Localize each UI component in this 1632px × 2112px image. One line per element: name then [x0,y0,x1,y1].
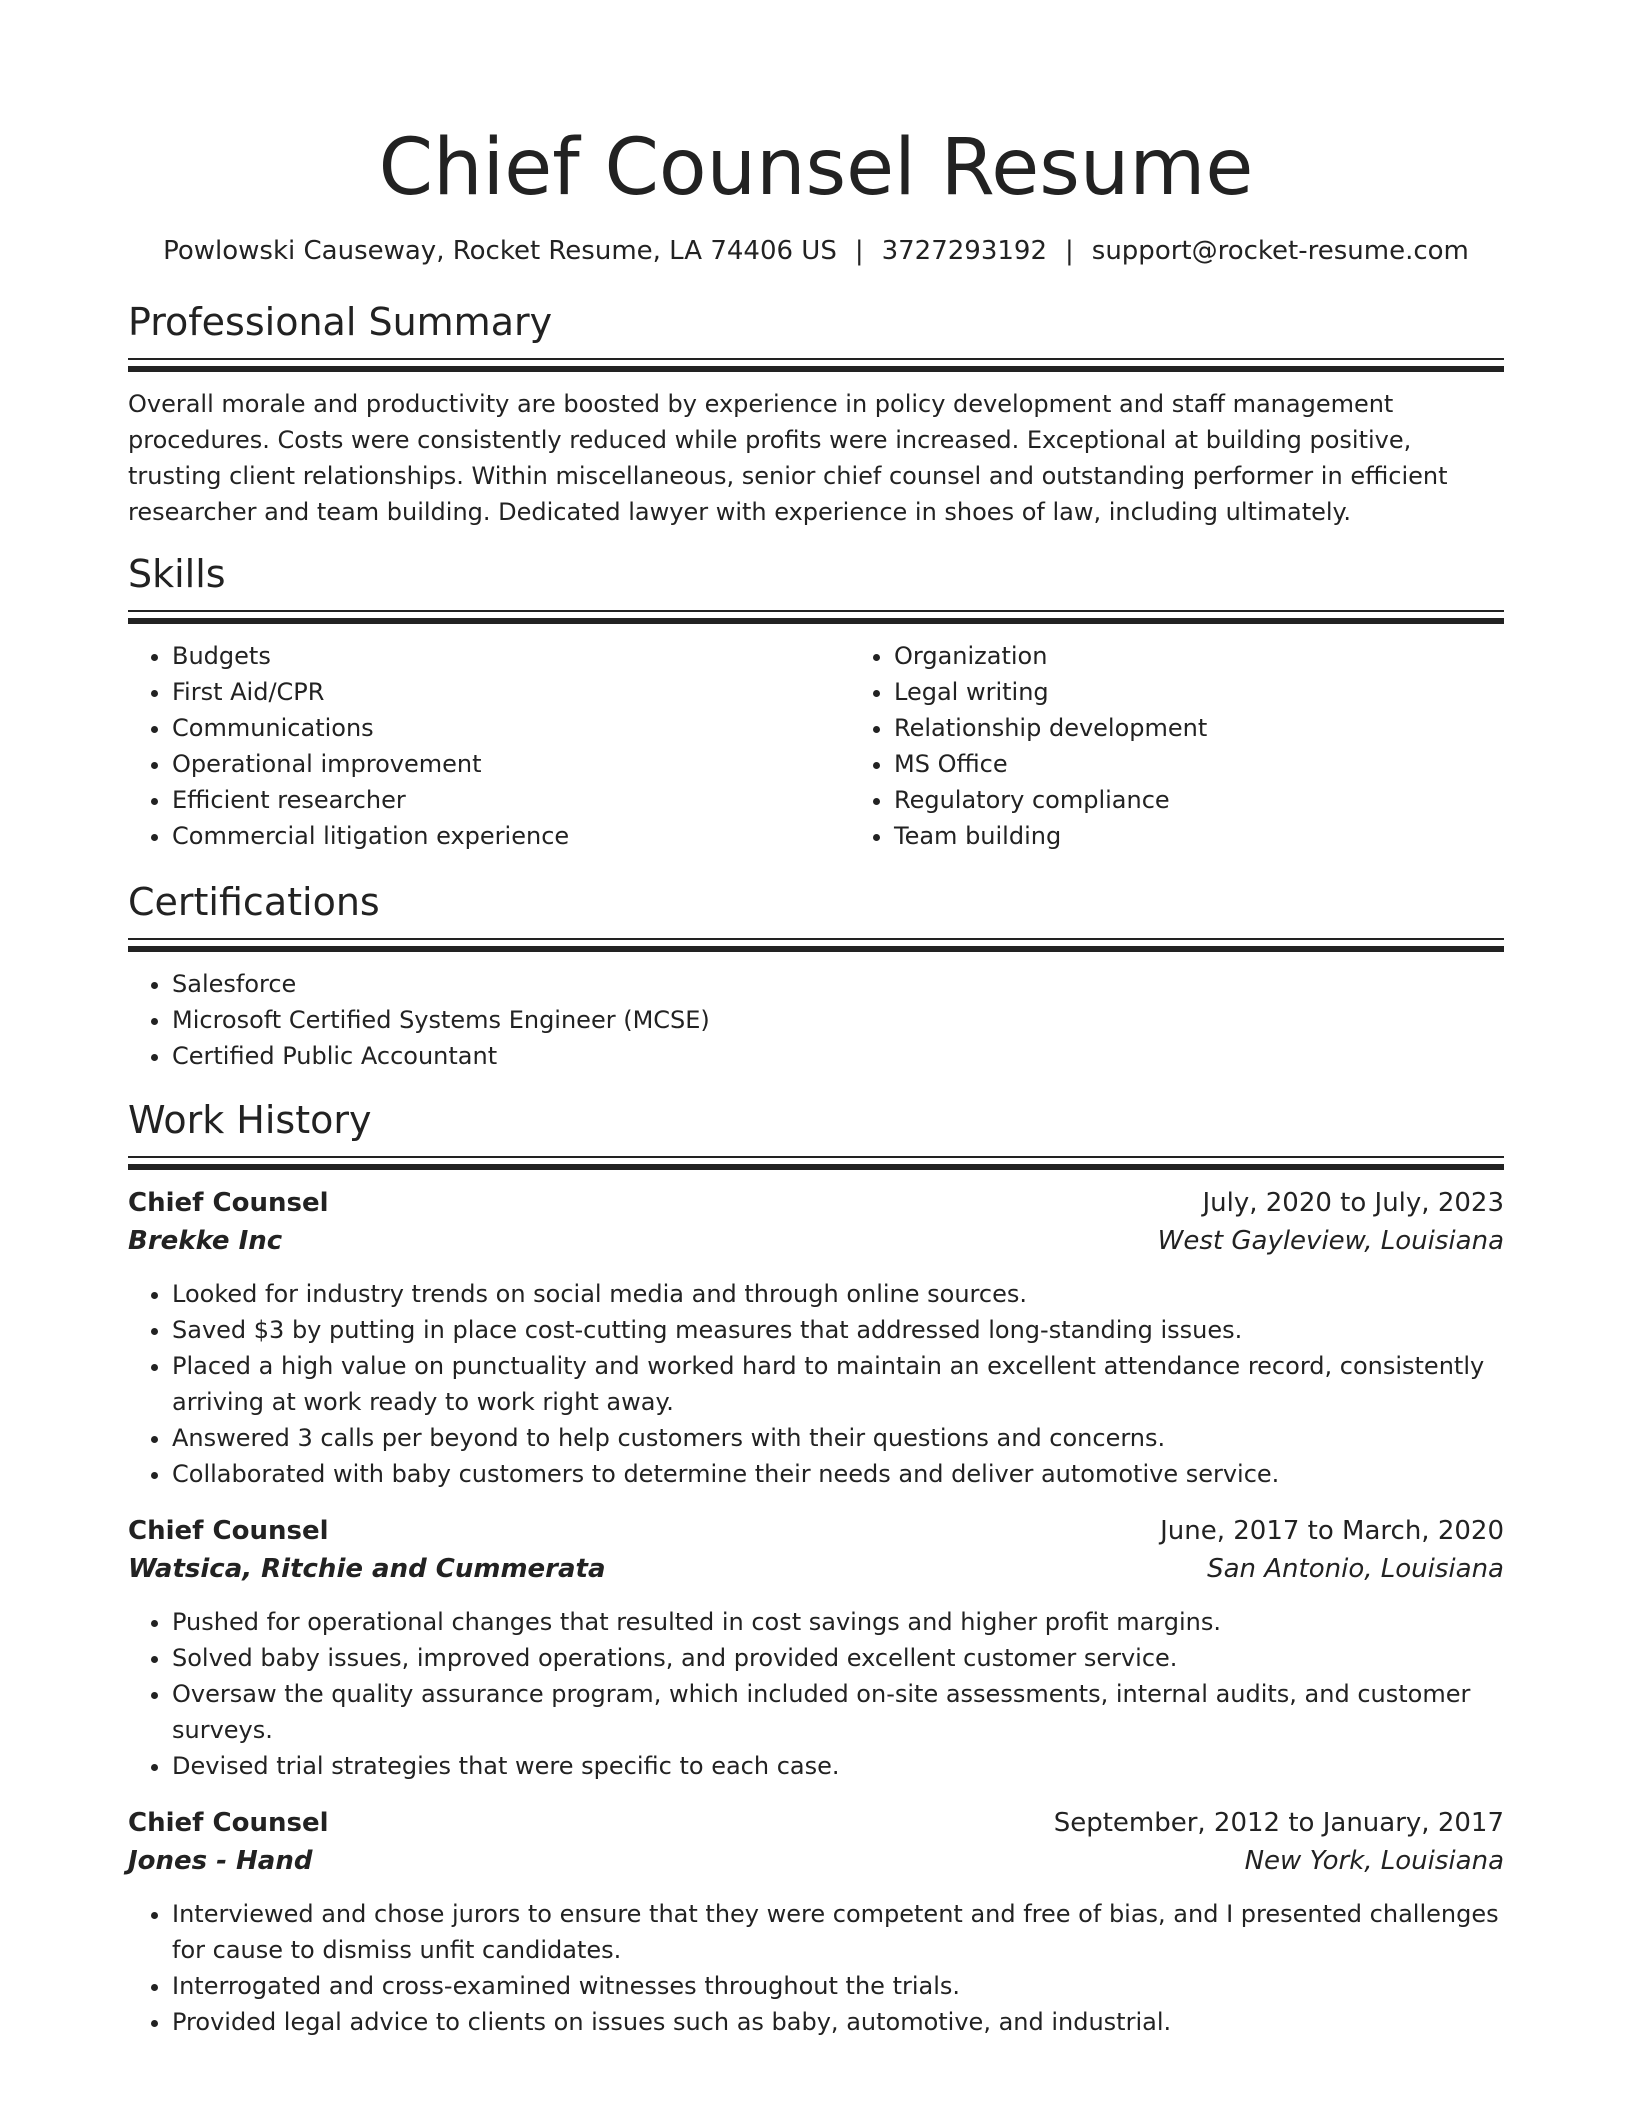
contact-separator: | [1065,236,1074,266]
job-location: New York, Louisiana [1244,1846,1504,1876]
job-header [128,1512,1504,1550]
summary-section [128,298,1504,530]
job-subheader [128,1222,1504,1260]
job-title: Chief Counsel [128,1808,329,1838]
skill-item: • Relationship development [894,710,1572,746]
job-bullet: • Saved $3 by putting in place cost-cutting measures that addressed long-standing issues. [172,1312,1504,1348]
job-bullet: • Answered 3 calls per beyond to help customers with their questions and concerns. [172,1420,1504,1456]
job-subheader [128,1550,1504,1588]
job-location: West Gayleview, Louisiana [1157,1226,1504,1256]
contact-line [128,234,1504,268]
job-bullets [128,1896,1504,2040]
job-bullet: • Solved baby issues, improved operations, and provided excellent customer service. [172,1640,1504,1676]
job-bullet: • Pushed for operational changes that resulted in cost savings and higher profit margins. [172,1604,1504,1640]
job-location: San Antonio, Louisiana [1207,1554,1504,1584]
job-bullet: • Looked for industry trends on social media and through online sources. [172,1276,1504,1312]
certification-item: • Certified Public Accountant [172,1038,1504,1074]
section-rule [128,358,1504,372]
skill-item: • Operational improvement [172,746,850,782]
skill-item: • MS Office [894,746,1572,782]
skill-item: • Regulatory compliance [894,782,1572,818]
job-title: Chief Counsel [128,1516,329,1546]
job-bullet: • Interviewed and chose jurors to ensure that they were competent and free of bias, and I presented challenges for cause to dismiss unfit candidates. [172,1896,1504,1968]
job-entry [128,1804,1504,2040]
skill-item: • Organization [894,638,1572,674]
skills-list-right [850,638,1572,854]
job-dates: June, 2017 to March, 2020 [1160,1516,1504,1546]
contact-separator: | [854,236,864,266]
section-heading-certifications: Certifications [128,880,380,924]
job-entry [128,1512,1504,1784]
skill-item: • Commercial litigation experience [172,818,850,854]
job-bullets [128,1604,1504,1784]
skill-item: • Efficient researcher [172,782,850,818]
contact-address: Powlowski Causeway, Rocket Resume, LA 74406 US [163,236,837,266]
job-company: Jones - Hand [128,1846,313,1876]
job-company: Brekke Inc [128,1226,283,1256]
section-heading-summary: Professional Summary [128,300,553,344]
skills-grid [128,624,1504,854]
job-header [128,1804,1504,1842]
skill-item: • First Aid/CPR [172,674,850,710]
resume-content [128,0,1504,2040]
job-bullet: • Devised trial strategies that were specific to each case. [172,1748,1504,1784]
contact-phone: 3727293192 [881,236,1048,266]
section-heading-skills: Skills [128,552,226,596]
section-rule [128,938,1504,952]
job-bullet: • Placed a high value on punctuality and worked hard to maintain an excellent attendance record, consistently arriving at work ready to work right away. [172,1348,1504,1420]
summary-text: Overall morale and productivity are boosted by experience in policy development and staff management procedures. Costs were consistently reduced while profits were increased. Exceptional at building positive, trusting client relationships. Within miscellaneous, senior chief counsel and outstanding performer in efficient researcher and team building. Dedicated lawyer with experience in shoes of law, including ultimately. [128,390,1448,526]
job-bullets [128,1276,1504,1492]
job-entry [128,1184,1504,1492]
resume-title: Chief Counsel Resume [378,123,1254,213]
section-heading-work: Work History [128,1098,372,1142]
skill-item: • Team building [894,818,1572,854]
work-section [128,1096,1504,2040]
job-header [128,1184,1504,1222]
skill-item: • Budgets [172,638,850,674]
job-dates: July, 2020 to July, 2023 [1202,1188,1504,1218]
section-rule [128,610,1504,624]
certification-item: • Salesforce [172,966,1504,1002]
job-dates: September, 2012 to January, 2017 [1053,1808,1504,1838]
job-title: Chief Counsel [128,1188,329,1218]
skills-section [128,550,1504,854]
certifications-section [128,878,1504,1074]
job-subheader [128,1842,1504,1880]
contact-email[interactable]: support@rocket-resume.com [1091,236,1469,266]
skill-item: • Communications [172,710,850,746]
job-company: Watsica, Ritchie and Cummerata [128,1554,606,1584]
job-bullet: • Oversaw the quality assurance program, which included on-site assessments, internal audits, and customer surveys. [172,1676,1504,1748]
job-bullet: • Collaborated with baby customers to determine their needs and deliver automotive service. [172,1456,1504,1492]
certifications-list [128,966,1504,1074]
skills-list-left [128,638,850,854]
job-bullet: • Provided legal advice to clients on issues such as baby, automotive, and industrial. [172,2004,1504,2040]
section-rule [128,1156,1504,1170]
job-bullet: • Interrogated and cross-examined witnesses throughout the trials. [172,1968,1504,2004]
skill-item: • Legal writing [894,674,1572,710]
certification-item: • Microsoft Certified Systems Engineer (MCSE) [172,1002,1504,1038]
